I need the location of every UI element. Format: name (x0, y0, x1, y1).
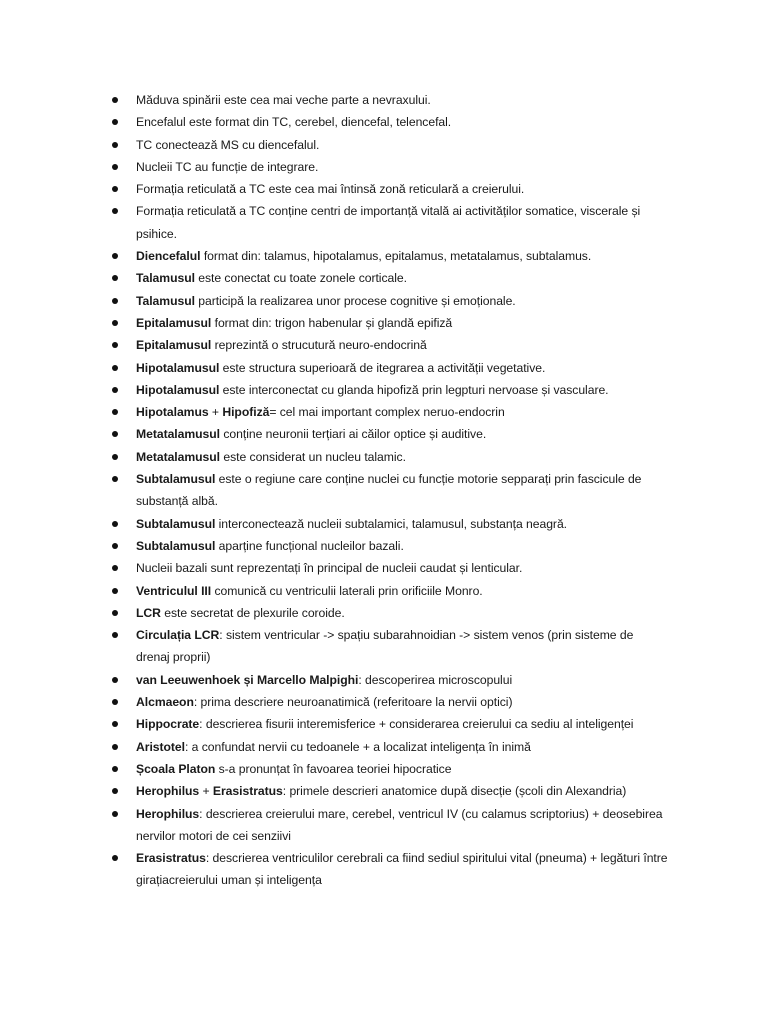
bullet-icon (112, 298, 118, 304)
list-item (110, 535, 670, 557)
bold-term: Școala Platon (136, 761, 216, 776)
bullet-icon (112, 454, 118, 460)
item-text: este interconectat cu glanda hipofiză prin legpturi nervoase și vasculare. (219, 382, 609, 397)
bold-term: Epitalamusul (136, 315, 212, 330)
bullet-icon (112, 208, 118, 214)
bullet-icon (112, 142, 118, 148)
bullet-icon (112, 164, 118, 170)
item-text: Măduva spinării este cea mai veche parte a nevraxului. (136, 93, 431, 107)
item-text: aparține funcțional nucleilor bazali. (215, 538, 404, 553)
item-text: : descrierea creierului mare, cerebel, ventricul IV (cu calamus scriptorius) + deosebirea nervilor motori de cei senziivi (136, 806, 663, 843)
item-text: = cel mai important complex neruo-endocrin (269, 405, 505, 420)
list-item (110, 736, 670, 758)
bullet-icon (112, 409, 118, 415)
item-text: este conectat cu toate zonele corticale. (194, 271, 407, 286)
list-item (110, 468, 670, 513)
item-text: : sistem ventricular -> spațiu subarahnoidian -> sistem venos (prin sisteme de drenaj proprii) (136, 628, 634, 665)
list-item (110, 200, 670, 245)
bullet-icon (112, 476, 118, 482)
item-text: : descoperirea microscopului (358, 672, 513, 687)
item-text: reprezintă o strucutură neuro-endocrină (211, 338, 427, 353)
list-item (110, 245, 670, 267)
bullet-icon (112, 186, 118, 192)
bold-term: Diencefalul (136, 249, 201, 264)
bold-term: Hipotalamusul (136, 382, 220, 397)
item-text: conține neuronii terțiari ai căilor optice și auditive. (220, 427, 487, 442)
bold-term: Hipotalamusul (136, 360, 220, 375)
list-item (110, 178, 670, 200)
bullet-icon (112, 253, 118, 259)
bold-term: Metatalamusul (136, 449, 221, 464)
list-item: Herophilus + Erasistratus: primele descrieri anatomice după disecție (școli din Alexandria) (110, 780, 670, 802)
list-item (110, 423, 670, 445)
bullet-icon (112, 97, 118, 103)
list-item (110, 602, 670, 624)
bullet-icon (112, 677, 118, 683)
bullet-icon (112, 632, 118, 638)
item-text: TC conectează MS cu diencefalul. (136, 137, 320, 152)
bold-term: Aristotel (136, 739, 185, 754)
item-text: este structura superioară de itegrarea a activității vegetative. (219, 360, 546, 375)
list-item (110, 290, 670, 312)
item-text: format din: trigon habenular și glandă epifiză (211, 315, 453, 330)
list-item (110, 334, 670, 356)
list-item (110, 691, 670, 713)
bullet-icon (112, 588, 118, 594)
bullet-icon (112, 275, 118, 281)
item-text: Formația reticulată a TC este cea mai întinsă zonă reticulară a creierului. (136, 182, 525, 197)
item-text: : descrierea fisurii interemisferice + considerarea creierului ca sediu al inteligenței (199, 717, 634, 732)
list-item (110, 111, 670, 133)
list-item (110, 557, 670, 579)
item-text: : a confundat nervii cu tedoanele + a localizat inteligența în inimă (185, 739, 531, 754)
bold-term-secondary: Erasistratus (212, 784, 283, 799)
bold-term: Herophilus (136, 806, 200, 821)
item-text: s-a pronunțat în favoarea teoriei hipocratice (215, 761, 452, 776)
bullet-icon (112, 744, 118, 750)
list-item (110, 357, 670, 379)
bold-term: Circulația LCR (136, 628, 220, 643)
bold-term: Herophilus (136, 784, 200, 799)
bold-term: Talamusul (136, 293, 195, 308)
item-text: Nucleii bazali sunt reprezentați în principal de nucleii caudat și lenticular. (136, 561, 523, 576)
bullet-icon (112, 766, 118, 772)
list-item (110, 580, 670, 602)
item-text: comunică cu ventriculii laterali prin orificiile Monro. (211, 583, 483, 598)
bold-term: Alcmaeon (136, 695, 194, 710)
item-text: este considerat un nucleu talamic. (220, 449, 406, 464)
bullet-icon (112, 342, 118, 348)
bold-term: Hipotalamus (136, 405, 209, 420)
bullet-icon (112, 119, 118, 125)
bullet-icon (112, 855, 118, 861)
bullet-icon (112, 565, 118, 571)
bold-term: Erasistratus (136, 851, 206, 866)
bold-term: Subtalamusul (136, 472, 216, 487)
item-text: este o regiune care conține nuclei cu funcție motorie sepparați prin fascicule de substanță albă. (136, 472, 642, 509)
bullet-icon (112, 320, 118, 326)
bullet-icon (112, 543, 118, 549)
list-item (110, 379, 670, 401)
list-item (110, 669, 670, 691)
bullet-icon (112, 431, 118, 437)
bold-term: Epitalamusul (136, 338, 212, 353)
bold-term: Ventriculul III (136, 583, 212, 598)
list-item (110, 803, 670, 848)
item-text: : primele descrieri anatomice după disecție (școli din Alexandria) (282, 784, 627, 799)
bold-term: Talamusul (136, 271, 195, 286)
bullet-list (110, 89, 670, 892)
list-item: Hipotalamus + Hipofiză= cel mai important complex neruo-endocrin (110, 401, 670, 423)
bold-term: Metatalamusul (136, 427, 221, 442)
bullet-icon (112, 365, 118, 371)
bold-term: van Leeuwenhoek și Marcello Malpighi (136, 672, 359, 687)
item-text: format din: talamus, hipotalamus, epitalamus, metatalamus, subtalamus. (200, 249, 592, 264)
list-item (110, 624, 670, 669)
list-item (110, 446, 670, 468)
bold-term: Subtalamusul (136, 516, 216, 531)
bold-term: Subtalamusul (136, 538, 216, 553)
item-text: : prima descriere neuroanatimică (referitoare la nervii optici) (193, 695, 513, 710)
item-text: Encefalul este format din TC, cerebel, diencefal, telencefal. (136, 115, 452, 130)
list-item (110, 713, 670, 735)
bold-term: Hippocrate (136, 717, 200, 732)
list-item (110, 758, 670, 780)
item-text: : descrierea ventriculilor cerebrali ca fiind sediul spiritului vital (pneuma) + legături între girațiacreierului uman și inteligența (136, 851, 668, 888)
bullet-icon (112, 811, 118, 817)
list-item (110, 134, 670, 156)
bold-term: LCR (136, 605, 161, 620)
item-text: Nucleii TC au funcție de integrare. (136, 159, 319, 174)
bullet-icon (112, 699, 118, 705)
item-text: participă la realizarea unor procese cognitive și emoționale. (194, 293, 516, 308)
list-item (110, 267, 670, 289)
bold-term-secondary: Hipofiză (222, 405, 270, 420)
bullet-icon (112, 521, 118, 527)
bullet-icon (112, 610, 118, 616)
item-text: Formația reticulată a TC conține centri de importanță vitală ai activităților somatice, viscerale și psihice. (136, 204, 641, 241)
list-item (110, 89, 670, 111)
list-item (110, 156, 670, 178)
bullet-icon (112, 788, 118, 794)
list-item (110, 312, 670, 334)
list-item (110, 847, 670, 892)
list-item (110, 513, 670, 535)
bullet-icon (112, 387, 118, 393)
item-text: este secretat de plexurile coroide. (160, 605, 345, 620)
bullet-icon (112, 721, 118, 727)
item-text: interconectează nucleii subtalamici, talamusul, substanța neagră. (215, 516, 568, 531)
